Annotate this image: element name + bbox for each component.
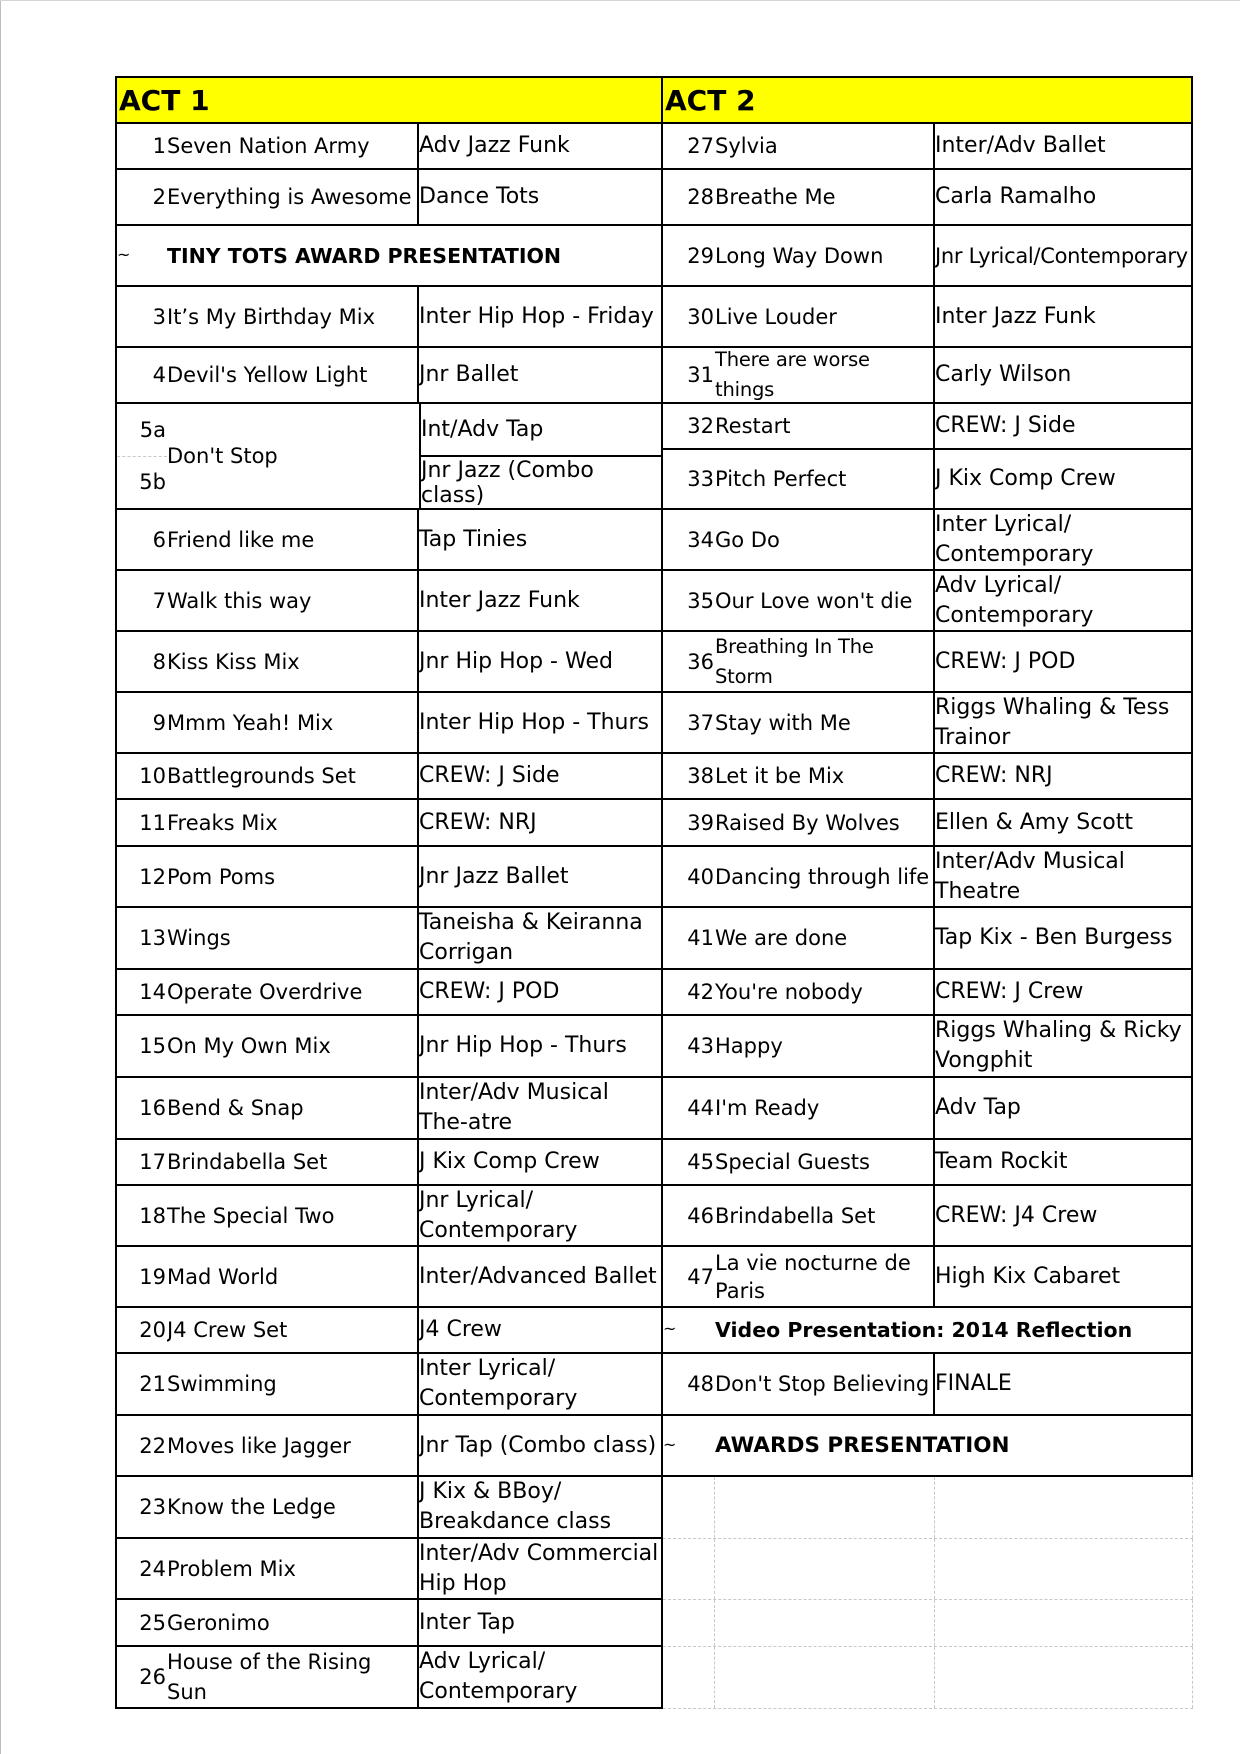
table-row bbox=[663, 1247, 1193, 1308]
table-row bbox=[115, 1539, 663, 1600]
song-title: Go Do bbox=[715, 510, 935, 569]
empty-cell bbox=[663, 1539, 715, 1599]
class-name: Jnr Ballet bbox=[419, 362, 519, 387]
empty-row bbox=[663, 1539, 1193, 1600]
song-title: Brindabella Set bbox=[715, 1186, 935, 1245]
class-pair bbox=[421, 404, 661, 508]
item-number: 40 bbox=[687, 864, 714, 889]
class-name: Inter Lyrical/ Contemporary bbox=[935, 511, 1094, 567]
item-number: 11 bbox=[139, 810, 166, 835]
item-number: 5b bbox=[139, 470, 166, 495]
item-number: 2 bbox=[152, 185, 166, 209]
song-title: Long Way Down bbox=[715, 226, 935, 285]
empty-cell bbox=[935, 1600, 1193, 1646]
song-title: Geronimo bbox=[167, 1600, 419, 1645]
item-number: 47 bbox=[687, 1264, 714, 1289]
table-row bbox=[663, 287, 1193, 348]
item-number: 46 bbox=[687, 1203, 714, 1228]
class-name: Inter/Adv Musical The-atre bbox=[419, 1080, 609, 1135]
class-name: Tap Tinies bbox=[419, 526, 528, 552]
song-title: Swimming bbox=[167, 1354, 419, 1414]
presentation-title: TINY TOTS AWARD PRESENTATION bbox=[167, 243, 562, 268]
item-number: 27 bbox=[687, 134, 714, 158]
class-name: Jnr Hip Hop - Wed bbox=[419, 648, 613, 674]
item-number: 14 bbox=[139, 980, 166, 1004]
item-number: 12 bbox=[139, 864, 166, 889]
class-name: Inter Hip Hop - Thurs bbox=[419, 709, 649, 735]
empty-cell bbox=[663, 1600, 715, 1646]
song-title: I'm Ready bbox=[715, 1078, 935, 1138]
table-row bbox=[115, 1078, 663, 1140]
table-row bbox=[663, 170, 1193, 226]
table-row bbox=[115, 1600, 663, 1647]
item-number: 36 bbox=[687, 649, 714, 674]
table-row bbox=[115, 287, 663, 348]
table-row bbox=[115, 632, 663, 693]
table-row bbox=[115, 170, 663, 226]
item-number: 4 bbox=[152, 363, 166, 387]
song-title: Brindabella Set bbox=[167, 1140, 419, 1184]
song-title: Let it be Mix bbox=[715, 754, 935, 798]
table-row bbox=[115, 571, 663, 632]
song-title: Pitch Perfect bbox=[715, 450, 935, 508]
item-number: 15 bbox=[139, 1034, 166, 1058]
class-name: Jnr Tap (Combo class) bbox=[419, 1432, 657, 1458]
class-name: Taneisha & Keiranna Corrigan bbox=[419, 910, 643, 965]
song-title: The Special Two bbox=[167, 1186, 419, 1245]
item-number: 43 bbox=[687, 1034, 714, 1058]
class-name: Jnr Hip Hop - Thurs bbox=[419, 1033, 627, 1058]
class-name: J Kix & BBoy/ Breakdance class bbox=[419, 1479, 612, 1534]
item-number: 39 bbox=[687, 810, 714, 835]
table-row bbox=[115, 124, 663, 170]
table-row bbox=[115, 1186, 663, 1247]
program-sheet bbox=[115, 76, 1193, 1716]
item-number: 41 bbox=[687, 926, 714, 950]
empty-cell bbox=[715, 1477, 935, 1538]
presentation-title: Video Presentation: 2014 Reflection bbox=[715, 1318, 1133, 1342]
class-name: Inter Hip Hop - Friday bbox=[419, 303, 654, 329]
table-row bbox=[115, 800, 663, 847]
song-title: Wings bbox=[167, 908, 419, 968]
song-title: Stay with Me bbox=[715, 693, 935, 752]
item-number: 24 bbox=[139, 1556, 166, 1581]
song-title: Live Louder bbox=[715, 287, 935, 346]
item-number: 31 bbox=[687, 363, 714, 387]
song-title: We are done bbox=[715, 908, 935, 968]
song-title: Kiss Kiss Mix bbox=[167, 632, 419, 691]
table-row bbox=[115, 1308, 663, 1354]
table-row bbox=[115, 1140, 663, 1186]
presentation-row bbox=[663, 1416, 1193, 1477]
class-name: Inter/Advanced Ballet bbox=[419, 1263, 657, 1289]
item-number: 32 bbox=[687, 414, 714, 438]
page-top-edge bbox=[0, 0, 1240, 1]
item-number: 26 bbox=[139, 1665, 166, 1689]
item-number: 45 bbox=[687, 1150, 714, 1174]
song-title: Everything is Awesome bbox=[167, 170, 419, 224]
song-title: There are worse things bbox=[715, 348, 935, 402]
item-number: 3 bbox=[152, 304, 166, 329]
item-number: 10 bbox=[139, 764, 166, 788]
table-row bbox=[115, 1477, 663, 1539]
item-number: 28 bbox=[687, 185, 714, 209]
item-number: 37 bbox=[687, 710, 714, 735]
song-title: Mad World bbox=[167, 1247, 419, 1306]
table-row bbox=[115, 1016, 663, 1078]
item-number: 42 bbox=[687, 980, 714, 1004]
item-number: 18 bbox=[139, 1203, 166, 1228]
item-number: 19 bbox=[139, 1264, 166, 1289]
song-title: Breathe Me bbox=[715, 170, 935, 224]
song-title: J4 Crew Set bbox=[167, 1308, 419, 1352]
table-row bbox=[663, 908, 1193, 970]
table-row bbox=[115, 1354, 663, 1416]
class-name: FINALE bbox=[935, 1371, 1012, 1396]
tilde-marker: ~ bbox=[663, 1319, 677, 1338]
class-name: Carla Ramalho bbox=[935, 184, 1097, 209]
table-row bbox=[663, 632, 1193, 693]
empty-cell bbox=[715, 1539, 935, 1599]
class-name: Inter Jazz Funk bbox=[935, 303, 1096, 329]
item-number: 5a bbox=[117, 404, 167, 457]
table-row bbox=[663, 1078, 1193, 1140]
item-number: 33 bbox=[687, 467, 714, 491]
item-number: 8 bbox=[152, 649, 166, 674]
song-title: La vie nocturne de Paris bbox=[715, 1247, 935, 1306]
item-number: 16 bbox=[139, 1096, 166, 1120]
item-number: 20 bbox=[139, 1318, 166, 1342]
empty-cell bbox=[935, 1647, 1193, 1708]
item-number: 17 bbox=[139, 1150, 166, 1174]
class-name: Inter/Adv Commercial Hip Hop bbox=[419, 1540, 659, 1596]
table-row bbox=[663, 1354, 1193, 1416]
class-name: Adv Jazz Funk bbox=[419, 133, 570, 158]
item-number-pair bbox=[117, 404, 167, 508]
item-number: 9 bbox=[152, 710, 166, 735]
class-name: CREW: J Crew bbox=[935, 979, 1084, 1004]
table-row bbox=[115, 1647, 663, 1709]
item-number: 44 bbox=[687, 1096, 714, 1120]
item-number: 23 bbox=[139, 1495, 166, 1519]
page-left-edge bbox=[0, 0, 1, 1754]
item-number: 1 bbox=[152, 134, 166, 158]
class-name: Jnr Jazz (Combo class) bbox=[421, 457, 594, 508]
empty-row bbox=[663, 1600, 1193, 1647]
table-row bbox=[663, 348, 1193, 404]
empty-cell bbox=[663, 1647, 715, 1708]
table-row bbox=[663, 1186, 1193, 1247]
song-title: Operate Overdrive bbox=[167, 970, 419, 1014]
class-name: Tap Kix - Ben Burgess bbox=[935, 925, 1173, 950]
song-title: On My Own Mix bbox=[167, 1016, 419, 1076]
class-name: J4 Crew bbox=[419, 1317, 502, 1342]
table-row bbox=[115, 1416, 663, 1477]
empty-cell bbox=[935, 1539, 1193, 1599]
song-title: Restart bbox=[715, 404, 935, 448]
table-row bbox=[663, 226, 1193, 287]
class-name: Ellen & Amy Scott bbox=[935, 809, 1134, 835]
table-row bbox=[663, 754, 1193, 800]
empty-cell bbox=[715, 1600, 935, 1646]
table-row bbox=[115, 1247, 663, 1308]
class-name: J Kix Comp Crew bbox=[419, 1149, 600, 1174]
act-2-header: ACT 2 bbox=[663, 76, 1193, 124]
class-name: J Kix Comp Crew bbox=[935, 466, 1116, 491]
song-title: Breathing In The Storm bbox=[715, 632, 935, 691]
class-name: Jnr Jazz Ballet bbox=[419, 863, 569, 889]
class-name: CREW: NRJ bbox=[935, 763, 1053, 788]
class-name: Adv Lyrical/ Contemporary bbox=[935, 572, 1094, 628]
class-name: Adv Tap bbox=[935, 1095, 1021, 1120]
table-row bbox=[663, 800, 1193, 847]
class-name: CREW: NRJ bbox=[419, 809, 537, 835]
presentation-row bbox=[115, 226, 663, 287]
table-row bbox=[663, 124, 1193, 170]
song-title: Raised By Wolves bbox=[715, 800, 935, 845]
table-row bbox=[663, 404, 1193, 450]
song-title: Freaks Mix bbox=[167, 800, 419, 845]
song-title: Problem Mix bbox=[167, 1539, 419, 1598]
tilde-marker: ~ bbox=[663, 1435, 677, 1454]
item-number: 22 bbox=[139, 1433, 166, 1458]
tilde-marker: ~ bbox=[117, 245, 131, 264]
merged-row-dont-stop bbox=[115, 404, 663, 510]
class-name: CREW: J Side bbox=[935, 413, 1076, 438]
class-name: CREW: J POD bbox=[419, 979, 560, 1004]
class-name: Jnr Lyrical/ Contemporary bbox=[419, 1187, 578, 1243]
act-2-column bbox=[663, 76, 1193, 1709]
item-number: 38 bbox=[687, 764, 714, 788]
class-name: Int/Adv Tap bbox=[421, 404, 661, 457]
song-title: Friend like me bbox=[167, 510, 419, 569]
item-number: 35 bbox=[687, 588, 714, 613]
song-title: Sylvia bbox=[715, 124, 935, 168]
class-name: CREW: J4 Crew bbox=[935, 1202, 1098, 1228]
table-row bbox=[663, 970, 1193, 1016]
table-row bbox=[115, 970, 663, 1016]
table-row bbox=[663, 847, 1193, 908]
table-row bbox=[115, 348, 663, 404]
class-name: Inter Tap bbox=[419, 1609, 515, 1635]
table-row bbox=[663, 571, 1193, 632]
class-name: Adv Lyrical/ Contemporary bbox=[419, 1649, 578, 1704]
class-name: Riggs Whaling & Ricky Vongphit bbox=[935, 1018, 1182, 1073]
presentation-row bbox=[663, 1308, 1193, 1354]
table-row bbox=[115, 754, 663, 800]
class-name: Carly Wilson bbox=[935, 362, 1072, 387]
song-title: Our Love won't die bbox=[715, 571, 935, 630]
song-title: Pom Poms bbox=[167, 847, 419, 906]
table-row bbox=[115, 908, 663, 970]
class-name: Team Rockit bbox=[935, 1149, 1068, 1174]
empty-cell bbox=[935, 1477, 1193, 1538]
song-title: Dancing through life bbox=[715, 847, 935, 906]
song-title: Know the Ledge bbox=[167, 1477, 419, 1537]
class-name: Riggs Whaling & Tess Trainor bbox=[935, 694, 1170, 750]
act-1-column bbox=[115, 76, 663, 1709]
empty-row bbox=[663, 1477, 1193, 1539]
item-number: 21 bbox=[139, 1372, 166, 1396]
table-row bbox=[663, 1016, 1193, 1078]
song-title: It’s My Birthday Mix bbox=[167, 287, 419, 346]
table-row bbox=[115, 510, 663, 571]
class-name: Inter Jazz Funk bbox=[419, 587, 580, 613]
table-row bbox=[663, 1140, 1193, 1186]
class-name: Jnr Lyrical/Contemporary bbox=[935, 243, 1188, 268]
song-title: Special Guests bbox=[715, 1140, 935, 1184]
song-title: House of the Rising Sun bbox=[167, 1647, 419, 1707]
song-title: Happy bbox=[715, 1016, 935, 1076]
song-title: Devil's Yellow Light bbox=[167, 348, 419, 402]
item-number: 30 bbox=[687, 304, 714, 329]
item-number: 7 bbox=[152, 588, 166, 613]
class-name: Inter/Adv Ballet bbox=[935, 133, 1106, 158]
item-number: 6 bbox=[152, 527, 166, 552]
table-row bbox=[663, 693, 1193, 754]
song-title: Mmm Yeah! Mix bbox=[167, 693, 419, 752]
class-name: Inter Lyrical/ Contemporary bbox=[419, 1356, 578, 1411]
song-title: Seven Nation Army bbox=[167, 124, 419, 168]
song-title: Don't Stop Believing bbox=[715, 1354, 935, 1414]
class-name: High Kix Cabaret bbox=[935, 1263, 1121, 1289]
act-1-header: ACT 1 bbox=[115, 76, 663, 124]
table-row bbox=[115, 693, 663, 754]
item-number: 34 bbox=[687, 527, 714, 552]
item-number: 13 bbox=[139, 926, 166, 950]
table-row bbox=[663, 450, 1193, 510]
song-title: Don't Stop bbox=[167, 404, 421, 508]
class-name: Inter/Adv Musical Theatre bbox=[935, 848, 1125, 904]
song-title: You're nobody bbox=[715, 970, 935, 1014]
empty-cell bbox=[663, 1477, 715, 1538]
song-title: Walk this way bbox=[167, 571, 419, 630]
class-name: Dance Tots bbox=[419, 184, 540, 209]
class-name: CREW: J Side bbox=[419, 763, 560, 788]
table-row bbox=[115, 847, 663, 908]
item-number: 29 bbox=[687, 243, 714, 268]
table-row bbox=[663, 510, 1193, 571]
class-name: CREW: J POD bbox=[935, 648, 1076, 674]
item-number: 48 bbox=[687, 1372, 714, 1396]
item-number: 25 bbox=[139, 1610, 166, 1635]
song-title: Bend & Snap bbox=[167, 1078, 419, 1138]
presentation-title: AWARDS PRESENTATION bbox=[715, 1432, 1010, 1458]
empty-cell bbox=[715, 1647, 935, 1708]
empty-row bbox=[663, 1647, 1193, 1709]
song-title: Battlegrounds Set bbox=[167, 754, 419, 798]
song-title: Moves like Jagger bbox=[167, 1416, 419, 1475]
